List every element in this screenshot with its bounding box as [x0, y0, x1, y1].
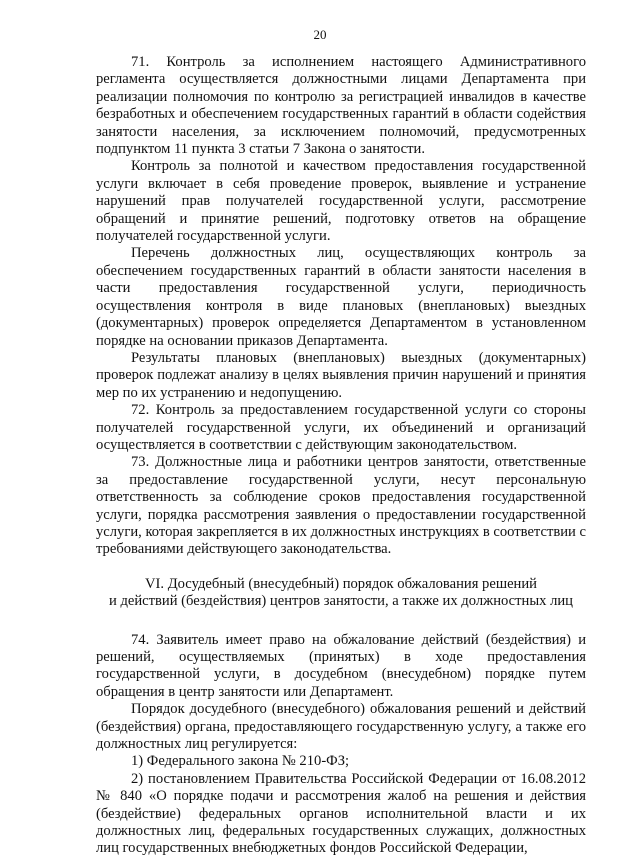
list-item-2: 2) постановлением Правительства Российской Федерации от 16.08.2012 № 840 «О порядке подачи и рассмотрения жалоб на решения и действия (бездействие) федеральных органов исполнительной власти и их должностных лиц, федеральных государственных служащих, должностных лиц государственных внебюджетных фондов Российской Федерации,	[96, 770, 586, 857]
paragraph-74: 74. Заявитель имеет право на обжалование действий (бездействия) и решений, осуществляемых (принятых) в ходе предоставления государственной услуги, в досудебном (внесудебном) порядке путем обращения в центр занятости или Департамент.	[96, 631, 586, 700]
paragraph-inspection-results: Результаты плановых (внеплановых) выездных (документарных) проверок подлежат анализу в целях выявления причин нарушений и принятия мер по их устранению и недопущению.	[96, 349, 586, 401]
section-heading-line-1: VI. Досудебный (внесудебный) порядок обжалования решений	[145, 575, 537, 592]
section-heading	[96, 576, 586, 611]
paragraph-officials-list: Перечень должностных лиц, осуществляющих контроль за обеспечением государственных гарантий в области занятости населения в части предоставления государственной услуги, периодичность осуществления контроля в виде плановых (внеплановых) выездных (документарных) проверок определяется Департаментом в установленном порядке на основании приказов Департамента.	[96, 245, 586, 349]
list-item-1: 1) Федерального закона № 210-ФЗ;	[131, 753, 350, 770]
section-heading-line-2: и действий (бездействия) центров занятости, а также их должностных лиц	[109, 593, 573, 610]
paragraph-71: 71. Контроль за исполнением настоящего Административного регламента осуществляется должностными лицами Департамента при реализации полномочия по контролю за регистрацией инвалидов в качестве безработных и обеспечением государственных гарантий в области содействия занятости населения, за исключением полномочий, предусмотренных подпунктом 11 пункта 3 статьи 7 Закона о занятости.	[96, 54, 586, 158]
document-body	[96, 54, 586, 858]
page-number: 20	[313, 27, 327, 42]
paragraph-73: 73. Должностные лица и работники центров занятости, ответственные за предоставление государственной услуги, несут персональную ответственность за соблюдение сроков предоставления государственной услуги, порядка рассмотрения заявления о предоставлении государственной услуги, которая закрепляется в их должностных инструкциях в соответствии с требованиями действующего законодательства.	[96, 454, 586, 558]
paragraph-control-quality: Контроль за полнотой и качеством предоставления государственной услуги включает в себя проведение проверок, выявление и устранение нарушений прав получателей государственной услуги, рассмотрение обращений и принятие решений, подготовку ответов на обращение получателей государственной услуги.	[96, 158, 586, 245]
paragraph-appeal-procedure: Порядок досудебного (внесудебного) обжалования решений и действий (бездействия) органа, предоставляющего государственную услугу, а также его должностных лиц регулируется:	[96, 701, 586, 753]
paragraph-72: 72. Контроль за предоставлением государственной услуги со стороны получателей государственной услуги, их объединений и организаций осуществляется в соответствии с действующим законодательством.	[96, 402, 586, 453]
